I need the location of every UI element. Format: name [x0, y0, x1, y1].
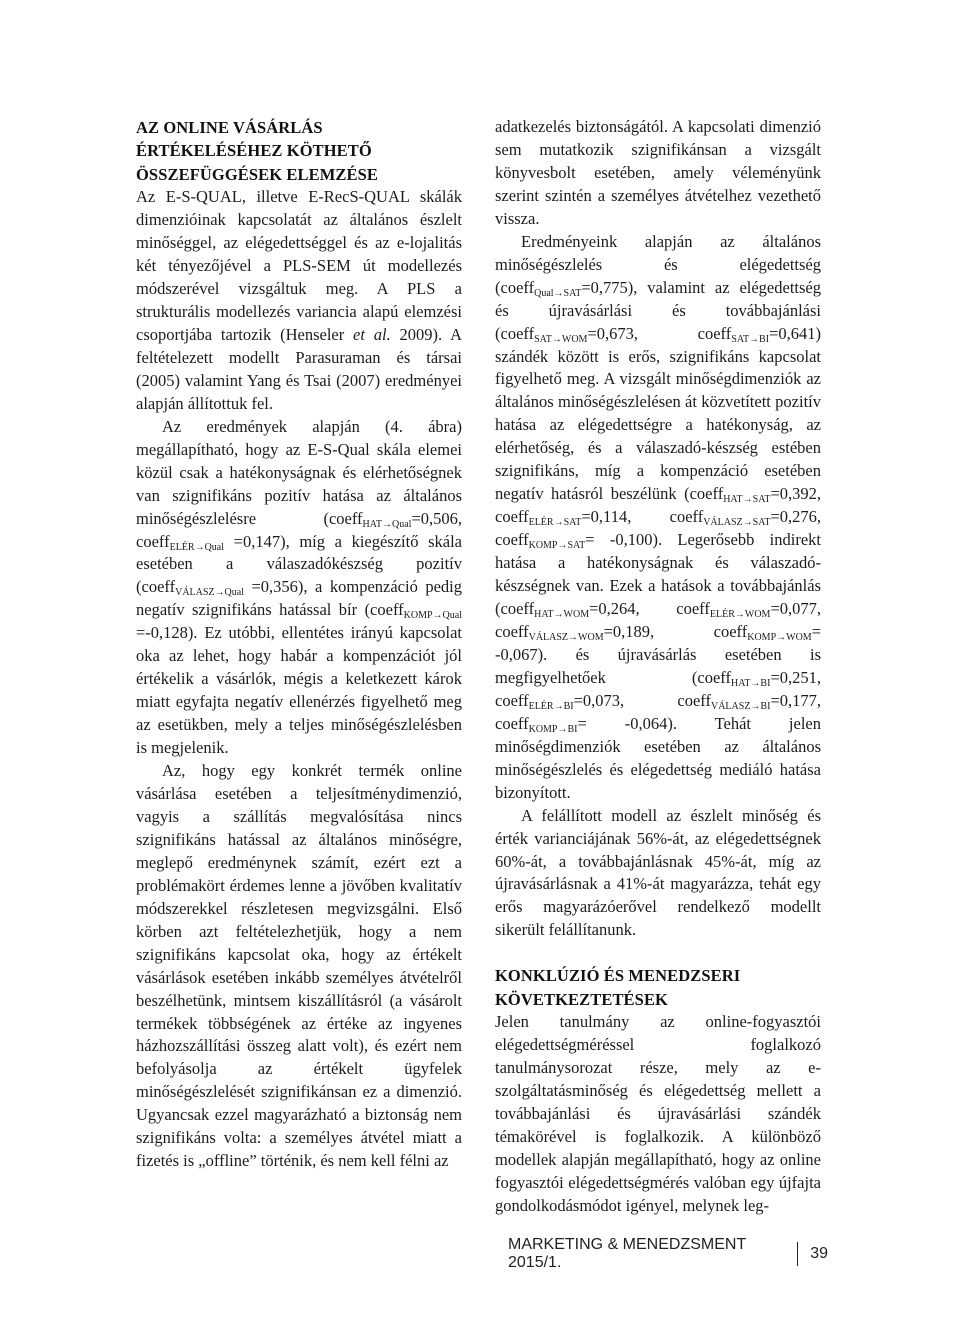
text-run: =0,673, coeff — [587, 323, 732, 343]
coefficient-subscript: VÁLASZ→BI — [710, 700, 771, 712]
coefficient-subscript: VÁLASZ→Qual — [175, 587, 244, 599]
right-column — [495, 116, 821, 1218]
page-footer — [508, 1236, 828, 1272]
text-run: =0,147), míg a kiegészítő skála esetében a válaszadókészség pozitív (coeff — [136, 531, 462, 597]
coefficient-subscript: HAT→WOM — [534, 609, 590, 621]
coefficient-subscript: HAT→Qual — [362, 518, 412, 530]
paragraph-discussion: Az, hogy egy konkrét termék online vásárlása esetében a teljesítménydimenzió, vagyis a szállítás megvalósítása nincs szignifikáns hatással az általános minőségre, meglepő eredménynek számít, ezért ezt a problémakört érdemes lenne a jövőben kvalitatív módszerekkel részletesen megvizsgálni. Első körben azt feltételezhetjük, hogy a nem szignifikáns kapcsolat oka, hogy az értékelt vásárlások esetében inkább személyes átvételről beszélhetünk, mintsem kiszállításról (a vásárolt termékek többségének az értéke az ingyenes házhozszállítási összeg alatt volt), és ezért nem befolyásolja az értékelt ügyfelek minőségészlelését szignifikánsan ez a dimenzió. Ugyancsak ezzel magyarázható a biztonság nem szignifikáns volta: a személyes átvétel miatt a fizetés is „offline” történik, és nem kell félni az — [136, 761, 462, 1171]
coefficient-subscript: KOMP→Qual — [403, 610, 462, 622]
text-run: =0,392, coeff — [495, 484, 821, 527]
paragraph-results — [136, 416, 462, 760]
text-run: =0,506, coeff — [136, 508, 462, 551]
coefficient-subscript: SAT→WOM — [534, 333, 588, 345]
coefficient-subscript: ELÉR→BI — [528, 700, 574, 712]
coefficient-subscript: HAT→SAT — [723, 494, 771, 506]
paragraph-variance: A felállított modell az észlelt minőség és érték varianciájának 56%-át, az elégedettségnek 60%-át, a továbbajánlásnak 45%-át, míg az újravásárlásnak a 41%-át magyarázza, tehát egy erős magyarázóerővel rendelkező modellt sikerült felállítanunk. — [495, 805, 821, 940]
journal-name: MARKETING & MENEDZSMENT 2015/1. — [508, 1236, 746, 1271]
paragraph-conclusion: Jelen tanulmány az online-fogyasztói elégedettségméréssel foglalkozó tanulmánysorozat része, mely az e-szolgáltatásminőség és elégedettség mellett a továbbajánlási és újravásárlási szándék témakörével is foglalkozik. A különböző modellek alapján megállapítható, hogy az online fogyasztói elégedettségmérés valóban egy újfajta gondolkodásmódot igényel, melynek leg- — [495, 1012, 821, 1215]
coefficient-subscript: ELÉR→WOM — [709, 609, 771, 621]
text-run: Eredményeink alapján az általános minőségészlelés és elégedettség (coeff — [495, 231, 821, 297]
page-number: 39 — [810, 1245, 828, 1262]
text-run: Az eredmények alapján (4. ábra) megállapítható, hogy az E-S-Qual skála elemei közül csak a hatékonyságnak és elérhetőségnek van szignifikáns pozitív hatása az általános minőségészlelésre (coeff — [136, 416, 462, 528]
left-column — [136, 116, 462, 1173]
coefficient-subscript: ELÉR→Qual — [169, 541, 225, 553]
paragraph-method — [136, 186, 462, 416]
coefficient-subscript: KOMP→BI — [528, 723, 578, 735]
coefficient-subscript: ELÉR→SAT — [528, 517, 582, 529]
text-run: =0,775), valamint az elégedettség és újravásárlási és továbbajánlási (coeff — [495, 277, 821, 343]
coefficient-subscript: Qual→SAT — [534, 287, 582, 299]
text-run: = -0,064). Tehát jelen minőségdimenziók esetében az általános minőségészlelés és elégedettség mediáló hatása bizonyított. — [495, 713, 821, 802]
coefficient-subscript: KOMP→SAT — [528, 540, 586, 552]
paragraph-continued: adatkezelés biztonságától. A kapcsolati dimenzió sem mutatkozik szignifikánsan a vizsgált könyvesbolt esetében, amely véleményünk szerint szintén a személyes átvételhez vezethető vissza. — [495, 117, 821, 228]
coefficient-subscript: KOMP→WOM — [747, 631, 812, 643]
coefficient-subscript: HAT→BI — [730, 677, 771, 689]
text-run: Az E-S-QUAL, illetve E-RecS-QUAL skálák dimenzióinak kapcsolatát az általános észlelt minőséggel, az elégedettséggel és az e-lojalitás két tényezőjével a PLS-SEM út modellezés módszerével vizsgáltuk meg. A PLS a strukturális modellezés variancia alapú elemzési csoportjába tartozik (Henseler — [136, 187, 462, 344]
text-run: = -0,067). és újravásárlás esetében is megfigyelhetőek (coeff — [495, 621, 821, 687]
section-heading-analysis: AZ ONLINE VÁSÁRLÁS ÉRTÉKELÉSÉHEZ KÖTHETŐ ÖSSZEFÜGGÉSEK ELEMZÉSE — [136, 118, 378, 184]
italic-citation: et al. — [353, 324, 391, 344]
text-run: =0,356), a kompenzáció pedig negatív szignifikáns hatással bír (coeff — [136, 577, 462, 620]
text-run: =0,073, coeff — [573, 690, 711, 710]
text-run: =0,264, coeff — [589, 599, 710, 619]
footer-divider — [797, 1242, 798, 1266]
paragraph-mediation — [495, 231, 821, 805]
text-run: =0,177, coeff — [495, 690, 821, 733]
coefficient-subscript: VÁLASZ→SAT — [703, 517, 771, 529]
text-run: =0,641) szándék között is erős, szignifikáns kapcsolat figyelhető meg. A vizsgált minőségdimenziók az általános minőségészlelésen át közvetített pozitív hatása az elégedettségre a hatékonyság, az elérhetőség, és a válaszadó-készség estében szignifikáns, míg a kompenzáció esetében negatív hatásról beszélünk (coeff — [495, 323, 821, 504]
text-run: =0,251, coeff — [495, 667, 821, 710]
coefficient-subscript: VÁLASZ→WOM — [528, 631, 604, 643]
text-run: = -0,100). Legerősebb indirekt hatása a hatékonyságnak és válaszadó-készségnek van. Ezek a hatások a továbbajánlás (coeff — [495, 530, 821, 619]
text-run: =0,077, coeff — [495, 599, 821, 641]
text-run: =-0,128). Ez utóbbi, ellentétes irányú kapcsolat oka az lehet, hogy habár a kompenzációt jól értékelik a vásárlók, mégis a keletkezett károk miatt egyfajta negatív ellenérzés figyelhető meg az esetükben, mely a teljes minőségészlelésben is megjelenik. — [136, 623, 462, 758]
text-run: =0,189, coeff — [603, 621, 748, 641]
text-run: 2009). A feltételezett modellt Parasuraman és társai (2005) valamint Yang és Tsai (2007) eredményei alapján állítottuk fel. — [136, 324, 462, 413]
coefficient-subscript: SAT→BI — [731, 333, 770, 345]
text-run: =0,114, coeff — [581, 507, 704, 527]
text-run: =0,276, coeff — [495, 507, 821, 550]
section-spacer — [495, 942, 821, 964]
section-heading-conclusion: KONKLÚZIÓ ÉS MENEDZSERI KÖVETKEZTETÉSEK — [495, 966, 741, 1009]
